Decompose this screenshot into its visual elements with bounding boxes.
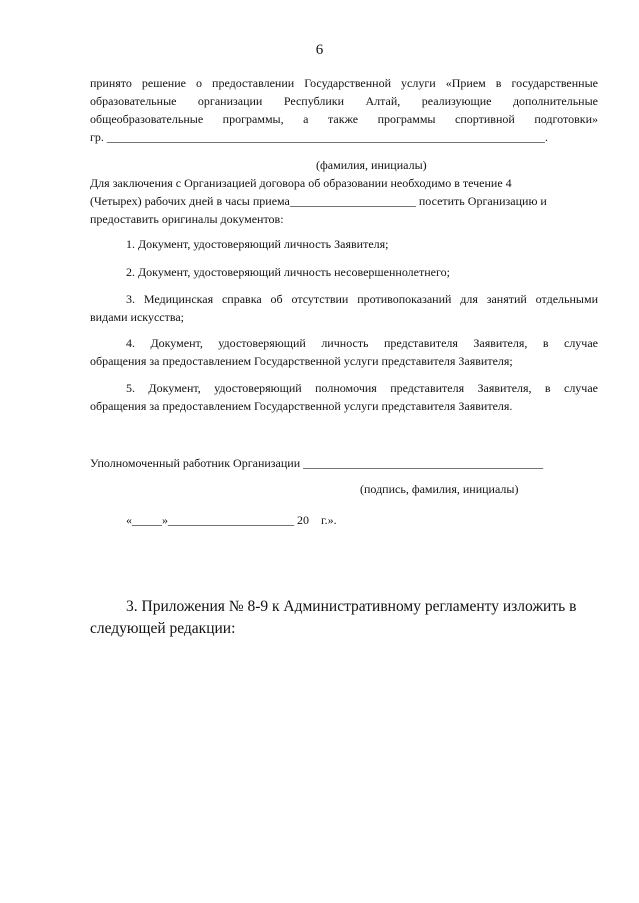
document-item-1: 1. Документ, удостоверяющий личность Заявителя; [126,237,389,251]
document-item-2: 2. Документ, удостоверяющий личность несовершеннолетнего; [126,265,450,279]
document-item-5-line-1: 5. Документ, удостоверяющий полномочия представителя Заявителя, в случае [126,381,598,395]
signature-caption: (подпись, фамилия, инициалы) [360,482,519,496]
amendment-line-2: следующей редакции: [90,620,236,637]
contract-line-2: (Четырех) рабочих дней в часы приема_____________________ посетить Организацию и [90,194,547,208]
amendment-line-1: 3. Приложения № 8-9 к Административному регламенту изложить в [126,598,577,615]
name-caption: (фамилия, инициалы) [316,158,427,172]
intro-line-3: общеобразовательные программы, а также программы спортивной подготовки» [90,112,598,126]
document-item-3-line-1: 3. Медицинская справка об отсутствии противопоказаний для занятий отдельными [126,292,598,306]
authorized-employee-line: Уполномоченный работник Организации ________________________________________ [90,456,544,470]
intro-line-4: гр. _________________________________________________________________________. [90,130,548,144]
document-item-3-line-2: видами искусства; [90,310,185,324]
contract-line-1: Для заключения с Организацией договора об образовании необходимо в течение 4 [90,176,512,190]
intro-line-1: принято решение о предоставлении Государственной услуги «Прием в государственные [90,76,598,90]
document-item-4-line-1: 4. Документ, удостоверяющий личность представителя Заявителя, в случае [126,336,598,350]
contract-line-3: предоставить оригиналы документов: [90,212,284,226]
intro-line-2: образовательные организации Республики Алтай, реализующие дополнительные [90,94,598,108]
page-number: 6 [315,42,324,58]
date-line: «_____»_____________________ 20 г.». [126,513,337,527]
document-item-5-line-2: обращения за предоставлением Государственной услуги представителя Заявителя. [90,399,513,413]
document-item-4-line-2: обращения за предоставлением Государственной услуги представителя Заявителя; [90,354,513,368]
